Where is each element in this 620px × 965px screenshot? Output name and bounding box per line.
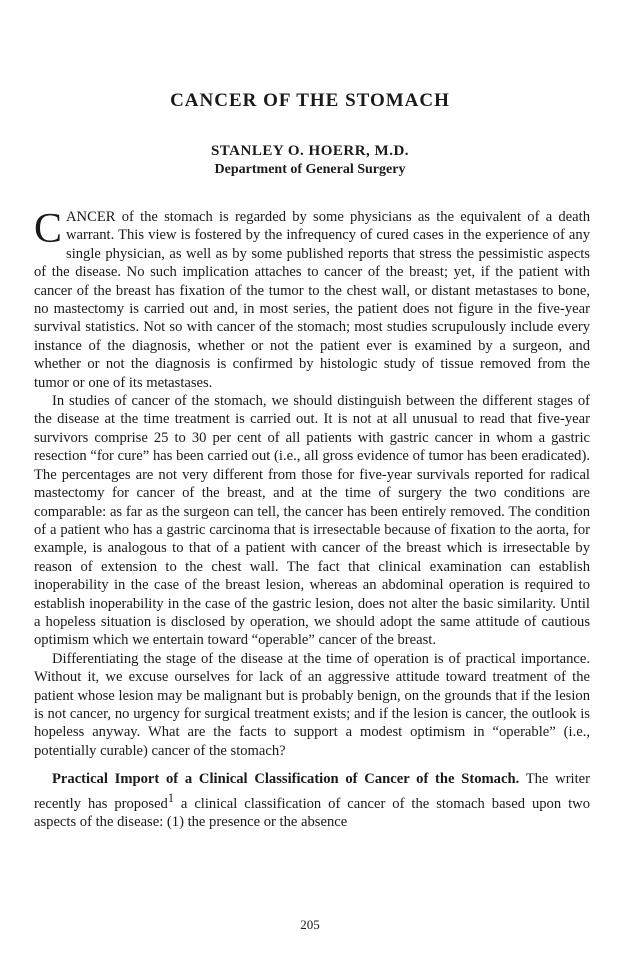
author-department: Department of General Surgery: [214, 162, 406, 177]
paragraph-4-text-b: a clinical classification of cancer of the stomach based upon two aspects of the disease: (1) the presence or the absence: [34, 795, 590, 830]
drop-cap: C: [34, 206, 63, 252]
article-body: [34, 208, 590, 831]
author-name: STANLEY O. HOERR, M.D.: [210, 143, 410, 159]
paragraph-1: [34, 208, 590, 392]
section-heading: Practical Import of a Clinical Classification of Cancer of the Stomach.: [52, 771, 520, 788]
lead-word: ANCER: [66, 209, 116, 225]
paragraph-1-text: of the stomach is regarded by some physicians as the equivalent of a death warrant. This view is fostered by the infrequency of cured cases in the experience of any single physician, as well as by some published reports that stress the pessimistic aspects of the disease. No such implication attaches to cancer of the breast; yet, if the patient with cancer of the breast has fixation of the tumor to the chest wall, or distant metastases to bone, no mastectomy is carried out and, in most series, the patient does not figure in the five-year survival statistics. Not so with cancer of the stomach; most studies scrupulously include every instance of the diagnosis, whether or not the patient ever is examined by a surgeon, and whether or not the diagnosis is confirmed by histologic study of tissue removed from the tumor or one of its metastases.: [34, 209, 590, 391]
paragraph-4-text-a: The writer recently has proposed: [34, 771, 590, 812]
paragraph-2: In studies of cancer of the stomach, we should distinguish between the different stages of the disease at the time treatment is carried out. It is not at all unusual to read that five-year survivors comprise 25 to 30 per cent of all patients with gastric cancer in whom a gastric resection “for cure” has been carried out (i.e., all gross evidence of tumor has been eradicated). The percentages are not very different from those for five-year survivals reported for radical mastectomy for cancer of the breast, and at the time of surgery the two conditions are comparable: as far as the surgeon can tell, the cancer has been entirely removed. The condition of a patient who has a gastric carcinoma that is irresectable because of fixation to the aorta, for example, is analogous to that of a patient with cancer of the breast which is irresectable by reason of extension to the chest wall. The fact that clinical examination can establish inoperability in the case of the breast lesion, whereas an abdominal operation is required to establish inoperability in the case of the gastric lesion, does not alter the basic similarity. Until a hopeless situation is disclosed by operation, we should adopt the same attitude of cautious optimism which we entertain toward “operable” cancer of the breast.: [34, 393, 590, 649]
article-title: CANCER OF THE STOMACH: [170, 90, 450, 111]
paragraph-3: Differentiating the stage of the disease at the time of operation is of practical importance. Without it, we excuse ourselves for lack of an aggressive attitude toward treatment of the patient whose lesion may be malignant but is probably benign, on the grounds that if the lesion is not cancer, no urgency for surgical treatment exists; and if the lesion is cancer, the outlook is hopeless anyway. What are the facts to support a modest optimism in “operable” (i.e., potentially curable) cancer of the stomach?: [34, 650, 590, 759]
paragraph-4: [34, 770, 590, 831]
page-number: 205: [300, 917, 320, 932]
reference-marker: 1: [167, 790, 174, 805]
